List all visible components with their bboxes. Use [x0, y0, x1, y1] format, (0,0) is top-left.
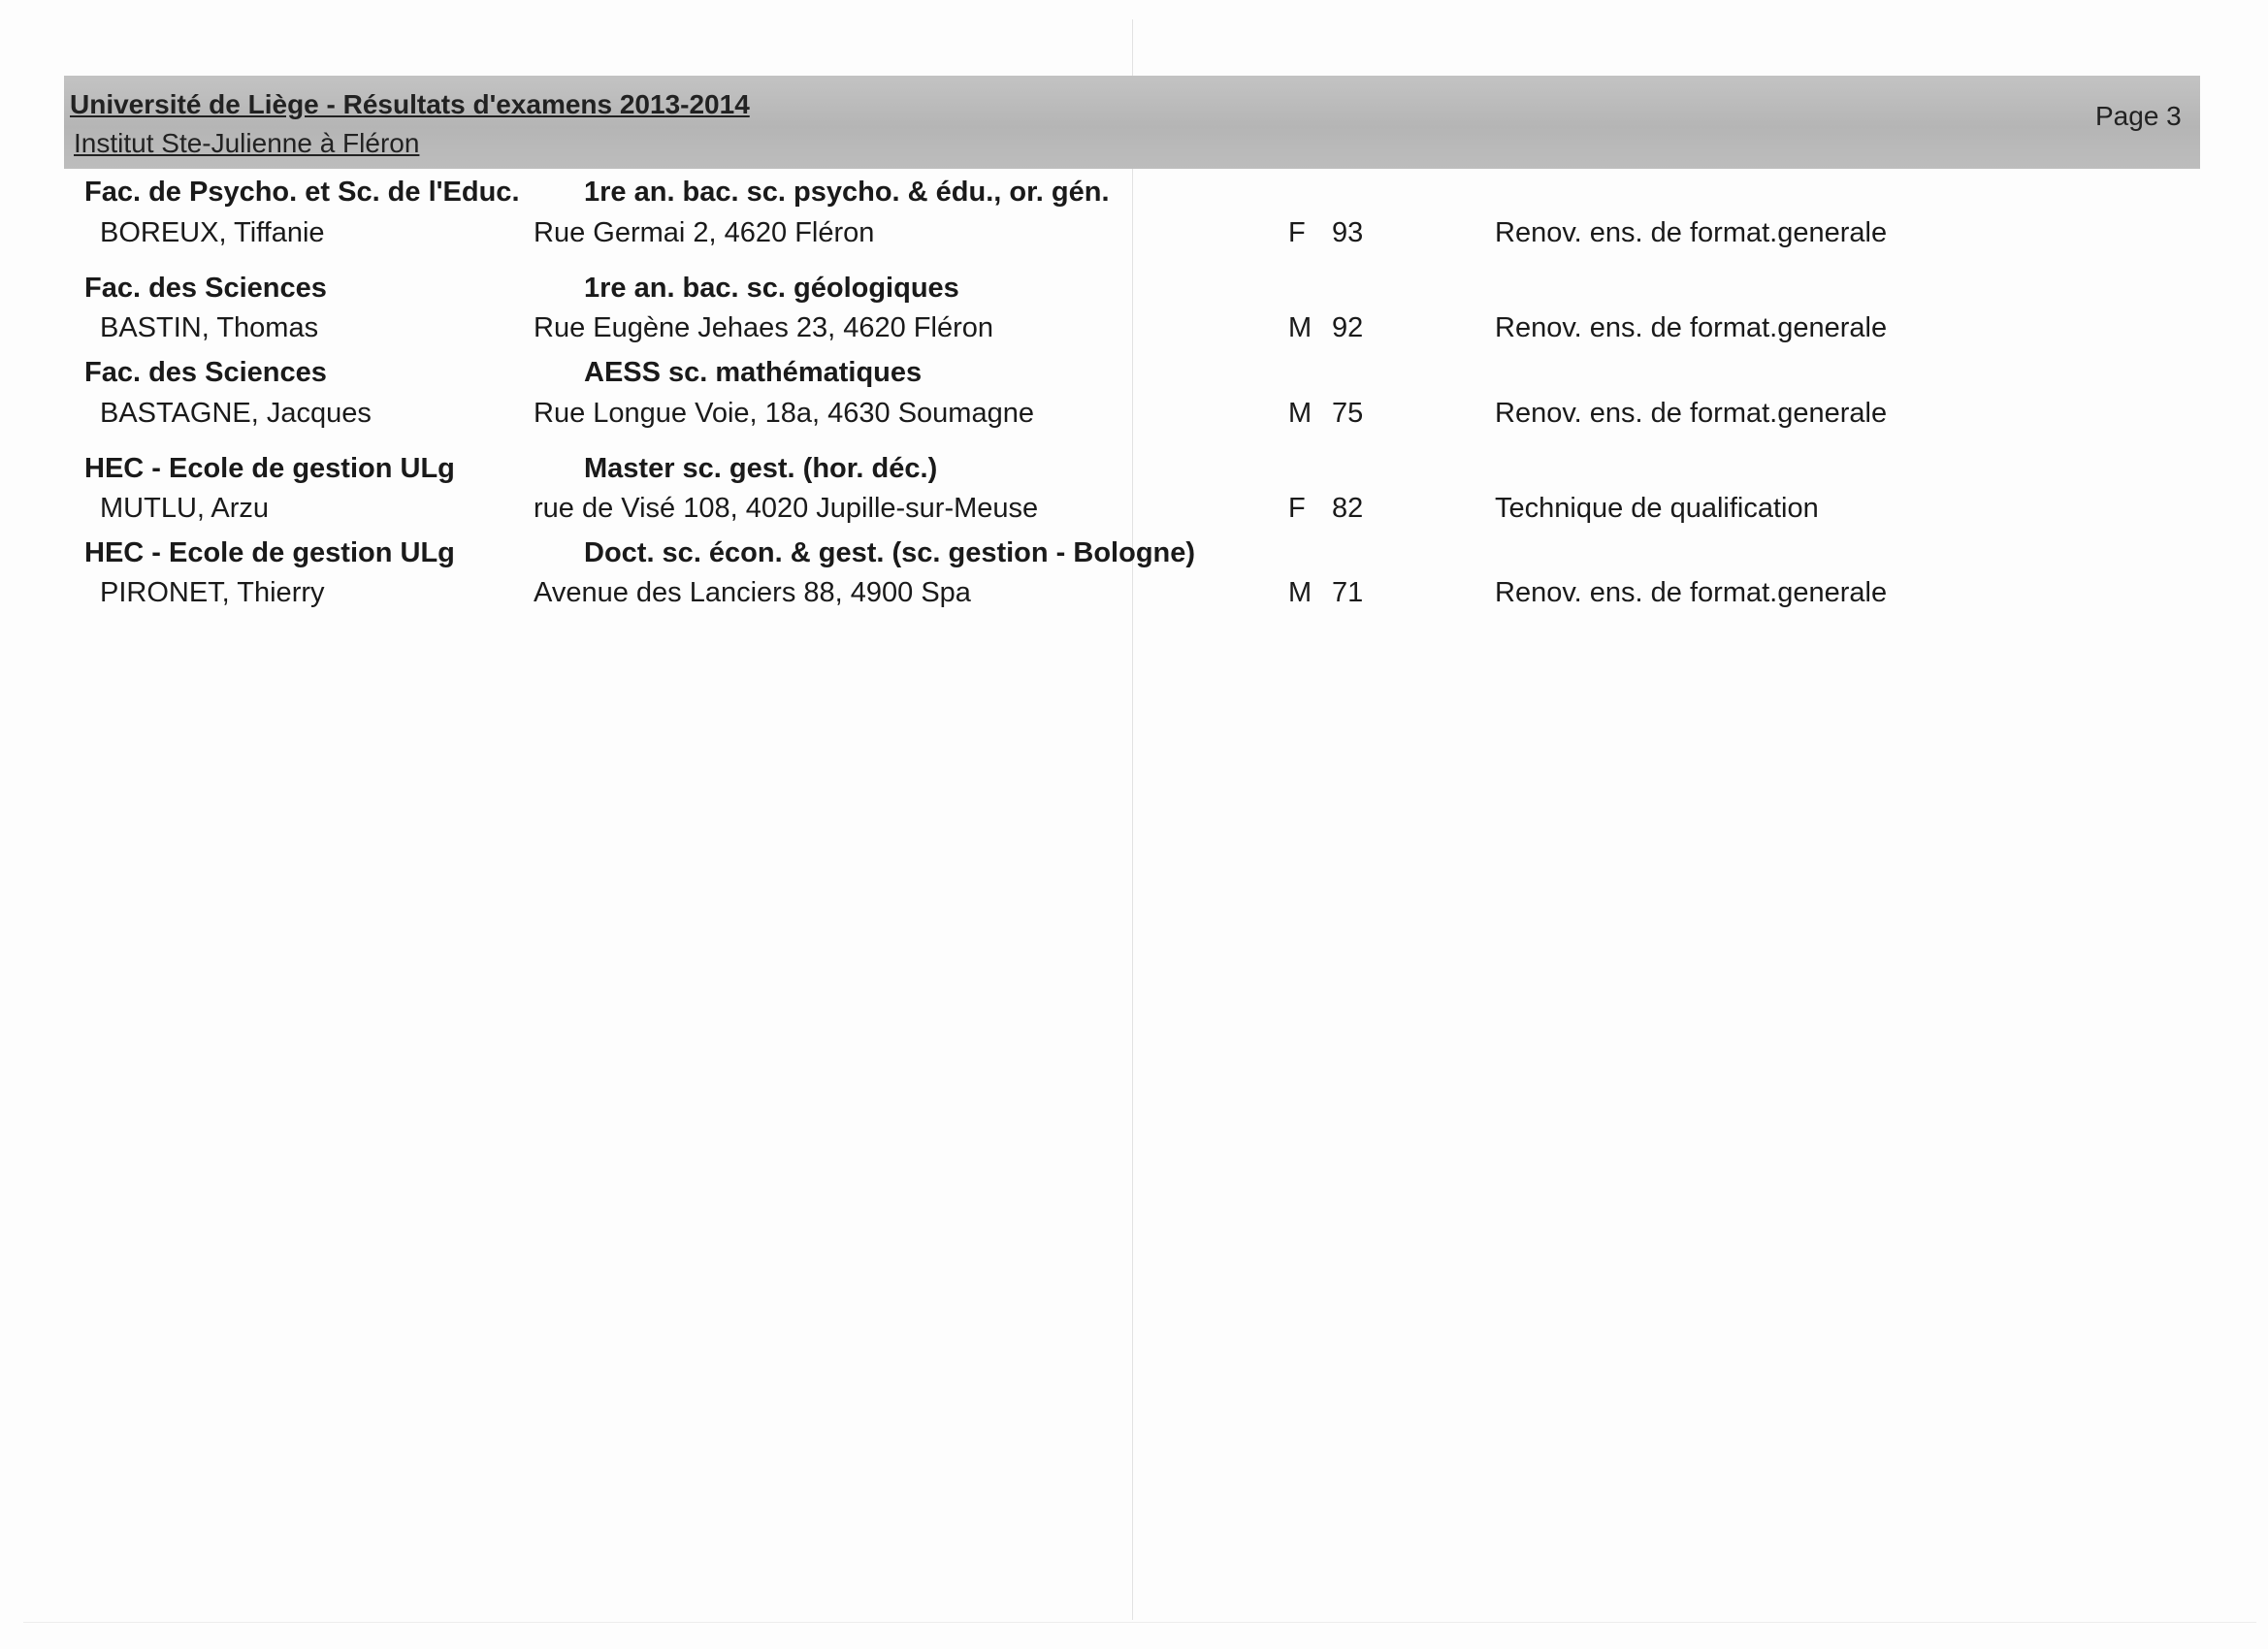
- secondary-program: Renov. ens. de format.generale: [1495, 217, 1888, 248]
- program-label: 1re an. bac. sc. géologiques: [584, 273, 959, 304]
- student-name: MUTLU, Arzu: [100, 493, 270, 524]
- page-number: Page 3: [2095, 101, 2182, 131]
- faculty-label: HEC - Ecole de gestion ULg: [84, 537, 455, 568]
- student-name: BASTIN, Thomas: [100, 312, 319, 343]
- student-score: 93: [1332, 217, 1364, 248]
- student-score: 82: [1332, 493, 1364, 524]
- student-address: Rue Germai 2, 4620 Fléron: [534, 217, 875, 248]
- student-sex: F: [1288, 217, 1306, 248]
- student-score: 71: [1332, 577, 1364, 608]
- document-title: Université de Liège - Résultats d'examens 2013-2014: [70, 89, 750, 119]
- student-name: PIRONET, Thierry: [100, 577, 325, 608]
- student-sex: M: [1288, 312, 1312, 343]
- secondary-program: Renov. ens. de format.generale: [1495, 398, 1888, 429]
- faculty-label: Fac. des Sciences: [84, 357, 327, 388]
- program-label: Doct. sc. écon. & gest. (sc. gestion - Bologne): [584, 537, 1196, 568]
- student-sex: M: [1288, 398, 1312, 429]
- faculty-label: Fac. de Psycho. et Sc. de l'Educ.: [84, 177, 520, 208]
- student-sex: F: [1288, 493, 1306, 524]
- program-label: Master sc. gest. (hor. déc.): [584, 453, 938, 484]
- faculty-label: HEC - Ecole de gestion ULg: [84, 453, 455, 484]
- program-label: 1re an. bac. sc. psycho. & édu., or. gén.: [584, 177, 1110, 208]
- student-name: BASTAGNE, Jacques: [100, 398, 372, 429]
- student-address: rue de Visé 108, 4020 Jupille-sur-Meuse: [534, 493, 1039, 524]
- student-address: Rue Longue Voie, 18a, 4630 Soumagne: [534, 398, 1034, 429]
- student-name: BOREUX, Tiffanie: [100, 217, 325, 248]
- page-bottom-edge: [23, 1622, 2256, 1623]
- program-label: AESS sc. mathématiques: [584, 357, 923, 388]
- student-address: Rue Eugène Jehaes 23, 4620 Fléron: [534, 312, 994, 343]
- student-sex: M: [1288, 577, 1312, 608]
- institution-subtitle: Institut Ste-Julienne à Fléron: [74, 128, 420, 158]
- secondary-program: Renov. ens. de format.generale: [1495, 577, 1888, 608]
- page-fold-line: [1132, 19, 1133, 1620]
- secondary-program: Technique de qualification: [1495, 493, 1819, 524]
- secondary-program: Renov. ens. de format.generale: [1495, 312, 1888, 343]
- student-address: Avenue des Lanciers 88, 4900 Spa: [534, 577, 971, 608]
- faculty-label: Fac. des Sciences: [84, 273, 327, 304]
- student-score: 92: [1332, 312, 1364, 343]
- student-score: 75: [1332, 398, 1364, 429]
